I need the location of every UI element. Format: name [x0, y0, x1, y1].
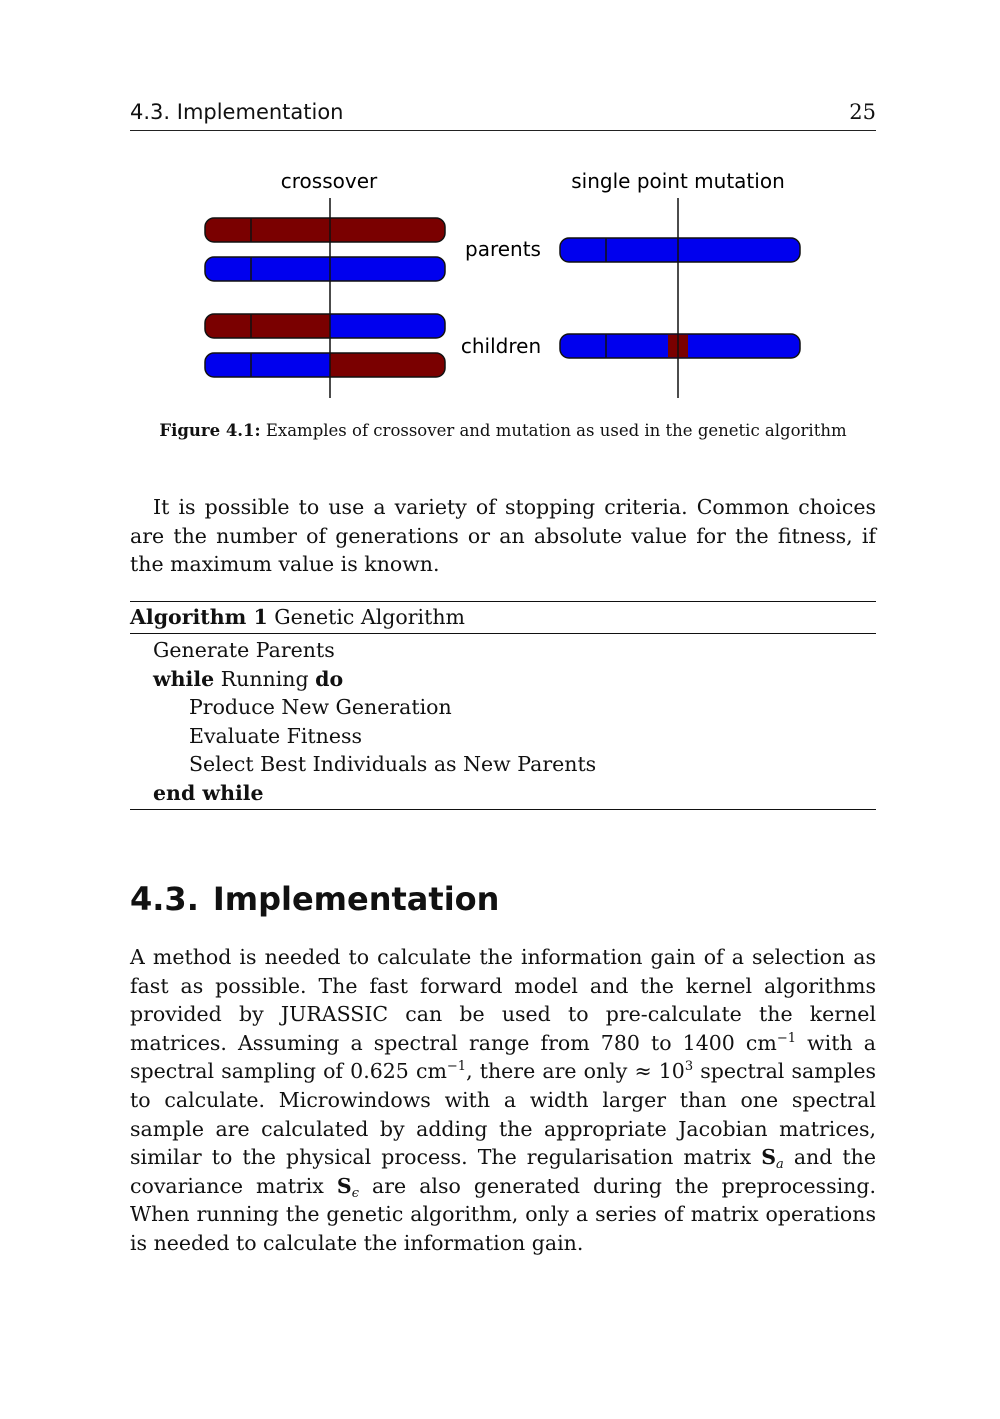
caption-label: Figure 4.1: [159, 421, 261, 440]
matrix-s-a: S [761, 1145, 776, 1170]
crossover-parent-1 [205, 218, 445, 242]
p2-exp-2: −1 [446, 1059, 467, 1075]
subscript-a: a [776, 1157, 784, 1173]
p2-text-3: , there are only ≈ 10 [466, 1059, 685, 1084]
algo-line-evaluate: Evaluate Fitness [189, 723, 363, 748]
p2-text-4: spectral samples to calculate. Microwindows with a width larger than one spectral sample are calculated by adding the appropriate Jacobian matrices, similar to the physical process. The regularisation matrix [130, 1059, 876, 1170]
algo-line-generate: Generate Parents [153, 638, 335, 662]
algorithm-title [130, 602, 876, 634]
algorithm-label: Algorithm 1 [130, 605, 268, 629]
p2-text-1: A method is needed to calculate the information gain of a selection as fast as possible. The fast forward model and the kernel algorithms provided by JURASSIC can be used to pre-calculate the kernel matrices. Assuming a spectral range from 780 to 1400 cm [130, 945, 876, 1055]
crossover-child-1 [205, 314, 445, 338]
label-parents: parents [465, 237, 541, 261]
algorithm-box [130, 601, 876, 810]
subscript-epsilon: ϵ [351, 1185, 359, 1201]
paragraph-implementation [130, 943, 876, 1258]
p2-text-6: are also generated during the preprocessing. When running the genetic algorithm, only a series of matrix operations is needed to calculate the information gain. [130, 1173, 876, 1255]
crossover-parent-2 [205, 257, 445, 281]
label-crossover: crossover [280, 169, 378, 193]
figure-caption [130, 421, 876, 440]
p2-exp-3: 3 [684, 1059, 694, 1075]
while-keyword: while [153, 666, 215, 691]
p2-text-2: with a spectral sampling of 0.625 cm [130, 1030, 876, 1084]
algo-line-produce: Produce New Generation [189, 695, 452, 719]
paragraph-stopping-criteria: It is possible to use a variety of stopping criteria. Common choices are the number of generations or an absolute value for the fitness, if the maximum value is known. [130, 495, 876, 577]
label-children: children [460, 334, 542, 358]
algorithm-name: Genetic Algorithm [274, 605, 465, 629]
p2-text-5: and the covariance matrix [130, 1145, 876, 1198]
figure-crossover-mutation [130, 160, 876, 410]
p2-exp-1: −1 [776, 1030, 797, 1046]
do-keyword: do [315, 666, 344, 691]
algo-line-while [130, 665, 876, 694]
section-number: 4.3. [130, 880, 199, 918]
label-mutation: single point mutation [571, 169, 785, 193]
section-heading [130, 880, 499, 918]
figure-diagram [130, 160, 876, 410]
header-section-title: 4.3. Implementation [130, 100, 344, 124]
mutation-child [560, 334, 800, 358]
running-header [130, 100, 876, 131]
matrix-s-epsilon: S [336, 1173, 352, 1198]
section-title: Implementation [212, 880, 500, 918]
page-number: 25 [849, 100, 876, 124]
mutation-parent [560, 238, 800, 262]
caption-text: Examples of crossover and mutation as used in the genetic algorithm [265, 421, 847, 440]
while-condition: Running [220, 666, 309, 691]
algo-line-select: Select Best Individuals as New Parents [189, 752, 597, 776]
crossover-child-2 [205, 353, 445, 377]
algo-line-end-while: end while [153, 780, 264, 805]
